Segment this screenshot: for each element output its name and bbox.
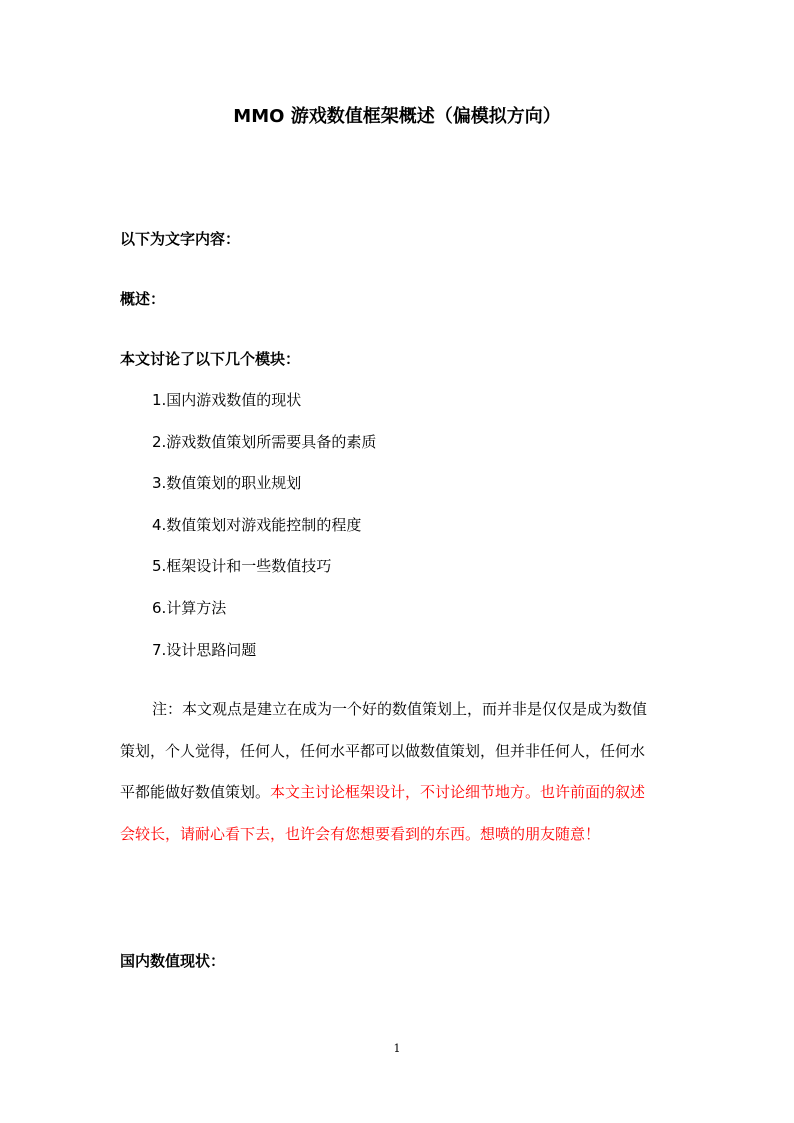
heading-modules: 本文讨论了以下几个模块： xyxy=(120,350,301,368)
list-item: 5.框架设计和一些数值技巧 xyxy=(152,557,332,576)
note-line-1: 注：本文观点是建立在成为一个好的数值策划上，而并非是仅仅是成为数值 xyxy=(152,700,648,718)
document-title: MMO 游戏数值框架概述（偏模拟方向） xyxy=(233,106,561,127)
list-item: 6.计算方法 xyxy=(152,598,227,617)
note-line-4: 会较长，请耐心看下去，也许会有您想要看到的东西。想喷的朋友随意！ xyxy=(120,824,601,843)
module-list xyxy=(152,390,376,681)
heading-text-content: 以下为文字内容： xyxy=(120,230,241,248)
page-number: 1 xyxy=(393,1042,401,1055)
list-item: 7.设计思路问题 xyxy=(152,640,257,659)
heading-overview: 概述： xyxy=(120,290,166,308)
note-text-plain: 平都能做好数值策划。 xyxy=(120,783,271,801)
list-item: 4.数值策划对游戏能控制的程度 xyxy=(152,515,362,534)
heading-domestic-status: 国内数值现状： xyxy=(120,952,226,970)
note-line-3 xyxy=(120,782,680,824)
list-item: 2.游戏数值策划所需要具备的素质 xyxy=(152,432,377,451)
list-item: 3.数值策划的职业规划 xyxy=(152,474,302,493)
list-item: 1.国内游戏数值的现状 xyxy=(152,391,302,409)
note-text-highlight: 本文主讨论框架设计，不讨论细节地方。也许前面的叙述 xyxy=(270,783,646,801)
note-line-2: 策划，个人觉得，任何人，任何水平都可以做数值策划，但并非任何人，任何水 xyxy=(120,741,646,760)
note-paragraph xyxy=(120,699,680,865)
